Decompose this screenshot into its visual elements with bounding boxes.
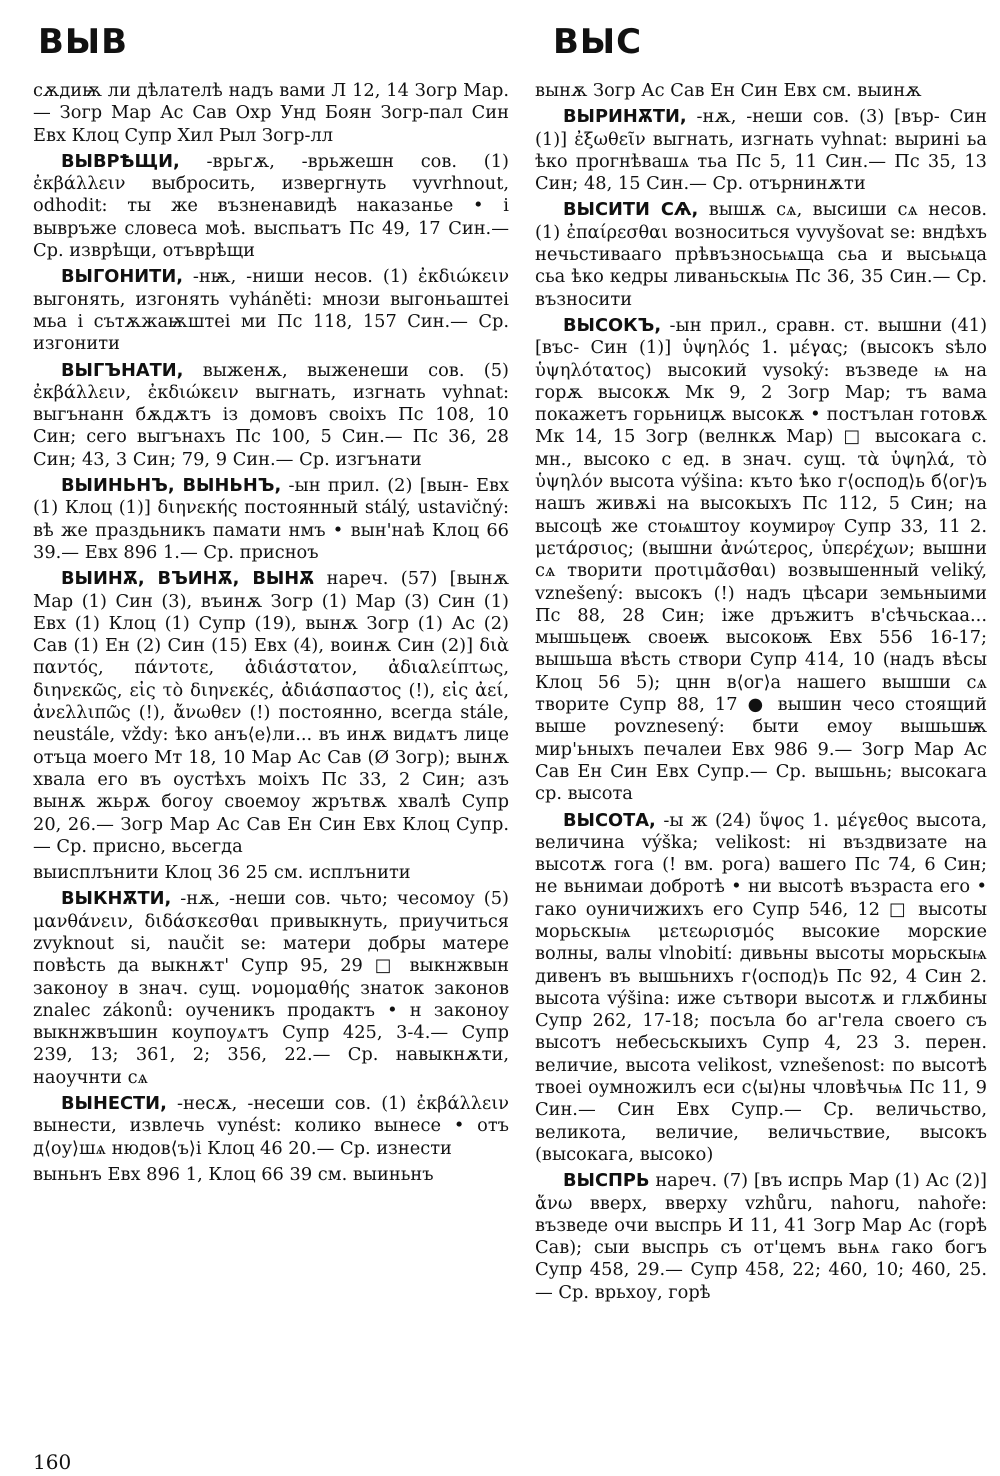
- dictionary-entry: [535, 315, 987, 806]
- entry-text: выисплънити Клоц 36 25 см. исплънити: [33, 862, 411, 884]
- entry-text: выньнъ Евх 896 1, Клоц 66 39 см. выиньнъ: [33, 1163, 434, 1185]
- dictionary-entry: [535, 80, 987, 102]
- entry-headword: ВЫГЪНАТИ,: [61, 359, 184, 381]
- dictionary-entry: [33, 888, 509, 1089]
- dictionary-entry: [33, 80, 509, 147]
- entry-text: нареч. (7) [въ испрь Мар (1) Ас (2)] ἄνω вверх, вверху vzhůru, nahoru, nahoře: възведе очи выспрь И 11, 41 Зогр Мар Ас (горѣ Сав); сыи выспрь съ от'цемъ вьнѧ гако богъ Супр 458, 29.— Супр 458, 22; 460, 10; 460, 25.— Ср. врьхоу, горѣ: [535, 1170, 987, 1303]
- entry-text: -нѭ, -ниши несов. (1) ἐκδιώκειν выгонять, изгонять vyháněti: мнози выгоньаштеі мьа і сътѫжаѭштеі ми Пс 118, 157 Син.— Ср. изгонити: [33, 266, 509, 355]
- dictionary-entry: [33, 151, 509, 262]
- entry-headword: ВЫКНѪТИ,: [61, 888, 172, 910]
- entry-text: -ын прил., сравн. ст. вышни (41) [въс- Син (1)] ὑψηλός 1. μέγας; (высокъ ѕѣло ὑψηλότατος) высокий vysoký: възведе ѩ на горѫ высокѫ Мк 9, 2 Зогр Мар; тъ вама покажетъ горьницѫ высокѫ • постълан готовѫ Мк 14, 15 Зогр (велнкѫ Мар) □ высокага с. мн., высоко с ед. в знач. сущ. τὰ ὑψηλά, τὸ ὑψηλόν высота výšina: къто ѣко г⟨оспод⟩ь б⟨ог⟩ъ нашъ живѫі на высокыхъ Пс 112, 5 Син; на высоцѣ же стоѩштоу коумирѹ Супр 33, 11 2. μετάρσιος; (вышни ἀνώτερος, ὑπερέχων; вышни сѧ творити προτιμᾶσθαι) возвышенный veliký, vznešený: высокъ (!) надъ цѣсари земьныими Пс 88, 28 Син; іже дръжитъ в'сѣчьскаа... мышьцеѭ своеѭ высокоѭ Евх 556 16-17; вышьша вѣсть створи Супр 414, 10 (надъ вѣсы Клоц 56 5); цнн в⟨ог⟩а нашего вышши сѧ творите Супр 88, 17 ● вышин чесо стоящий выше povznesený: быти емоу вышьшѭ мир'ьныхъ печалеи Евх 986 9.— Зогр Мар Ас Сав Ен Син Евх Супр.— Ср. вышьнь; высокага ср. высота: [535, 314, 988, 805]
- entry-headword: ВЫСИТИ СѦ,: [563, 199, 699, 221]
- entry-headword: ВЫСПРЬ: [563, 1170, 650, 1192]
- entry-text: -ын прил. (2) [вын- Евх (1) Клоц (1)] διηνεκής постоянный stálý, ustavičný: вѣ же праздьникъ памати нмъ • вын'наѣ Клоц 66 39.— Евх 896 1.— Ср. присноъ: [33, 475, 509, 563]
- dictionary-entry: [535, 810, 987, 1167]
- entry-headword: ВЫСОКЪ,: [563, 314, 662, 336]
- entry-text: -врьгѫ, -врьжешн сов. (1) ἐκβάλλειν выбросить, извергнуть vyvrhnout, odhodit: ты же възненавидѣ наказанье • і вывръже словеса моѣ. выспьатъ Пс 49, 17 Син.— Ср. изврѣщи, отъврѣщи: [33, 150, 509, 262]
- dictionary-entry: [535, 106, 987, 195]
- page-number: 160: [33, 1450, 72, 1474]
- running-head-right: ВЫС: [553, 22, 643, 62]
- entry-text: сѫдиѭ ли дѣлателѣ надъ вами Л 12, 14 Зогр Мар.— Зогр Мар Ас Сав Охр Унд Боян Зогр-пал Син Евх Клоц Супр Хил Рыл Зогр-лл: [33, 80, 509, 146]
- dictionary-entry: [33, 568, 509, 858]
- dictionary-entry: [535, 1170, 987, 1304]
- dictionary-entry: [535, 199, 987, 310]
- entry-headword: ВЫВРѢЩИ,: [61, 150, 180, 172]
- entry-headword: ВЫРИНѪТИ,: [563, 106, 687, 128]
- entry-headword: ВЫИНѪ, ВЪИНѪ, ВЫНѪ: [61, 568, 315, 590]
- dictionary-entry: [33, 475, 509, 564]
- entry-text: нареч. (57) [вынѫ Мар (1) Син (3), въинѫ Зогр (1) Мар (3) Син (1) Евх (1) Клоц (1) Супр (19), вынѫ Зогр (1) Ас (2) Сав (1) Ен (2) Син (15) Евх (4), воинѫ Син (2)] διὰ παντός, πάντοτε, ἀδιάστατον, ἀδιαλείπτως, διηνεκῶς, εἰς τὸ διηνεκές, ἀδιάσπαστος (!), εἰς ἀεί, ἀνελλιπῶς (!), ἄνωθεν (!) постоянно, всегда stále, neustále, vždy: ѣко анъ⟨е⟩ли... въ инѫ видѧтъ лице отъца моего Мт 18, 10 Мар Ас Сав (Ø Зогр); вынѫ хвала его въ оустѣхъ моіхъ Пс 33, 2 Син; азъ вынѫ жьрѫ богоу своемоу жрътвѫ хвалѣ Супр 20, 26.— Зогр Мар Ас Сав Ен Син Евх Клоц Супр.— Ср. присно, вьсегда: [33, 568, 509, 857]
- entry-text: вынѫ Зогр Ас Сав Ен Син Евх см. выинѫ: [535, 80, 922, 101]
- entry-text: -нѫ, -неши сов. (3) [вър- Син (1)] ἐξωθεῖν выгнать, изгнать vyhnat: вырині ьа ѣко прогнѣвашѧ тьа Пс 5, 11 Син.— Пс 35, 13 Син; 48, 15 Син.— Ср. отърнинѫти: [535, 106, 987, 195]
- left-column: [33, 80, 509, 1190]
- entry-text: -несѫ, -несеши сов. (1) ἐκβάλλειν вынести, извлечь vynést: колико вынесе • отъ д⟨оу⟩шѧ нюдов⟨ъ⟩і Клоц 46 20.— Ср. изнести: [33, 1093, 509, 1159]
- entry-headword: ВЫНЕСТИ,: [61, 1093, 167, 1115]
- dictionary-entry: [33, 266, 509, 355]
- entry-headword: ВЫГОНИТИ,: [61, 266, 183, 288]
- entry-text: -нѫ, -неши сов. чьто; чесомоу (5) μανθάνειν, διδάσκεσθαι привыкнуть, приучиться zvyknout si, naučit se: матери добры матере повѣсть да выкнѫт' Супр 95, 29 □ выкнжвын законоу в знач. сущ. νομομαθής знаток законов znalec zákonů: оученикъ продактъ • н законоу выкнжвъшин коупоуѧтъ Супр 425, 3-4.— Супр 239, 13; 361, 2; 356, 22.— Ср. навыкнѫти, наоучнти сѧ: [33, 888, 509, 1088]
- entry-text: вышѫ сѧ, высиши сѧ несов. (1) ἐπαίρεσθαι возноситься vyvyšovat se: вндѣхъ нечьстивааго прѣвъзносьѩща сьа и высьѩца сьа ѣко кедры ливаньскыѩ Пс 36, 35 Син.— Ср. възносити: [535, 199, 987, 310]
- running-head-left: ВЫВ: [38, 22, 129, 62]
- dictionary-entry: [33, 1093, 509, 1160]
- entry-text: выженѫ, выженеши сов. (5) ἐκβάλλειν, ἐκδιώκειν выгнать, изгнать vyhnat: выгънанн бѫдѫтъ із домовъ своіхъ Пс 108, 10 Син; сего выгънахъ Пс 100, 5 Син.— Пс 36, 28 Син; 43, 3 Син; 79, 9 Син.— Ср. изгънати: [33, 359, 509, 470]
- dictionary-entry: [33, 360, 509, 471]
- dictionary-entry: [33, 1164, 509, 1186]
- entry-headword: ВЫСОТА,: [563, 809, 656, 831]
- dictionary-entry: [33, 862, 509, 884]
- entry-headword: ВЫИНЬНЪ, ВЫНЬНЪ,: [61, 475, 282, 497]
- right-column: [535, 80, 987, 1308]
- entry-text: -ы ж (24) ὕψος 1. μέγεθος высота, величина výška; velikost: ні въздвизате на высотѫ гога (! вм. рога) вашего Пс 74, 6 Син; не вьнимаи добротѣ • ни высотѣ възраста его • гако оуничижихъ его Супр 546, 12 □ высоты морьскыѩ μετεωρισμός высокие морские волны, валы vlnobití: дивьны высоты морьскыѩ дивенъ въ вышьнихъ г⟨оспод⟩ь Пс 92, 4 Син 2. высота výšina: иже сътвори высотѫ и глѫбины Супр 262, 17-18; посъла бо аг'гела своего съ высотъ небесьскыихъ Супр 4, 23 3. перен. величие, высота velikost, vznešenost: по высотѣ твоеі оумножилъ еси с⟨ы⟩ны чловѣчьѩ Пс 11, 9 Син.— Син Евх Супр.— Ср. величьство, великота, величие, величьствие, высокъ (высокага, высоко): [535, 809, 987, 1165]
